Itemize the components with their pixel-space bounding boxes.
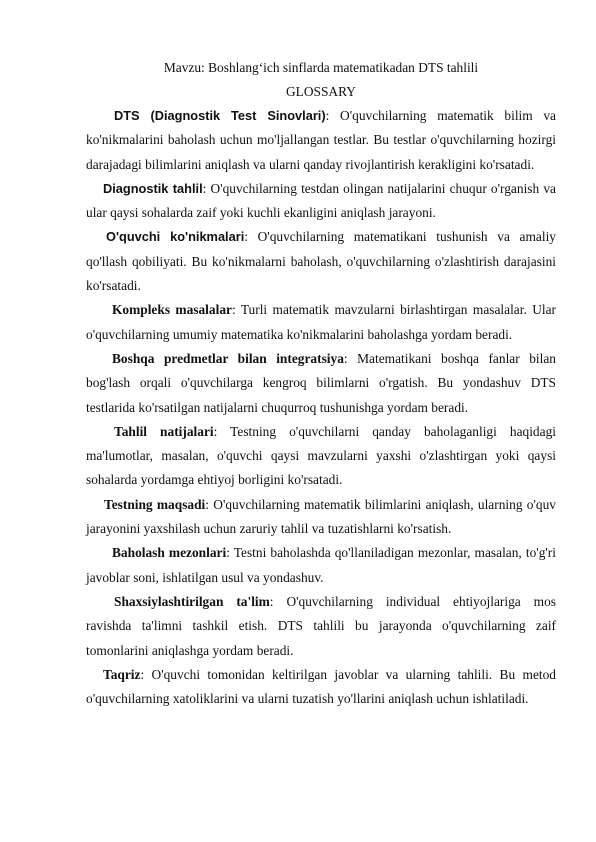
glossary-term: Testning maqsadi bbox=[104, 496, 206, 512]
document-page bbox=[86, 56, 556, 711]
glossary-definition: : Testni baholashda qo'llaniladigan mezonlar, masalan, to'g'ri javoblar soni, ishlatilgan usul va yondashuv. bbox=[86, 545, 556, 585]
glossary-term: Tahlil natijalari bbox=[114, 423, 214, 439]
glossary-term: Kompleks masalalar bbox=[112, 302, 232, 318]
glossary-heading: GLOSSARY bbox=[286, 84, 356, 99]
glossary-definition: : O'quvchilarning individual ehtiyojlariga mos ravishda ta'limni tashkil etish. DTS tahlili bu jarayonda o'quvchilarning zaif tomonlarini aniqlashga yordam beradi. bbox=[86, 593, 556, 658]
glossary-entry-taqriz bbox=[86, 663, 556, 712]
glossary-term: Diagnostik tahlil bbox=[103, 180, 203, 196]
glossary-definition: : O'quvchilarning matematikani tushunish va amaliy qo'llash qobiliyati. Bu ko'nikmalarni baholash, o'quvchilarning o'zlashtirish darajasini ko'rsatadi. bbox=[86, 229, 556, 294]
glossary-definition: : Turli matematik mavzularni birlashtirgan masalalar. Ular o'quvchilarning umumiy matematika ko'nikmalarini baholashga yordam beradi. bbox=[86, 302, 556, 342]
glossary-entry-tahlil-natijalari bbox=[86, 420, 556, 493]
glossary-entry-integratsiya bbox=[86, 347, 556, 420]
glossary-entry-oquvchi-konikmalari bbox=[86, 225, 556, 298]
document-title: Mavzu: Boshlang‘ich sinflarda matematikadan DTS tahlili bbox=[163, 60, 479, 75]
glossary-term: Shaxsiylashtirilgan ta'lim bbox=[114, 593, 270, 609]
glossary-entry-diagnostik-tahlil bbox=[86, 177, 556, 226]
glossary-term: Boshqa predmetlar bilan integratsiya bbox=[112, 350, 344, 366]
glossary-entry-kompleks-masalalar bbox=[86, 298, 556, 347]
glossary-definition: : Matematikani boshqa fanlar bilan bog'lash orqali o'quvchilarga kengroq bilimlarni o'rgatish. Bu yondashuv DTS testlarida ko'rsatilgan natijalarni chuqurroq tushunishga yordam beradi. bbox=[86, 350, 556, 415]
glossary-term: Baholash mezonlari bbox=[112, 545, 227, 561]
glossary-definition: : O'quvchi tomonidan keltirilgan javoblar va ularning tahlili. Bu metod o'quvchilarning xatoliklarini va ularni tuzatish yo'llarini aniqlash uchun ishlatiladi. bbox=[86, 666, 556, 707]
glossary-entry-shaxsiylashtirilgan-talim bbox=[86, 590, 556, 663]
glossary-term: Taqriz bbox=[103, 666, 141, 682]
glossary-definition: : O'quvchilarning matematik bilim va ko'nikmalarini baholash uchun mo'ljallangan testlar. Bu testlar o'quvchilarning hozirgi darajadagi bilimlarini aniqlash va ularni qanday rivojlantirish kerakligini ko'rsatadi. bbox=[86, 108, 556, 172]
glossary-entry-dts bbox=[86, 104, 556, 177]
glossary-definition: : O'quvchilarning matematik bilimlarini aniqlash, ularning o'quv jarayonini yaxshilash uchun zaruriy tahlil va tuzatishlarni ko'rsatish. bbox=[86, 496, 556, 537]
glossary-definition: : O'quvchilarning testdan olingan natijalarini chuqur o'rganish va ular qaysi sohalarda zaif yoki kuchli ekanligini aniqlash jarayoni. bbox=[86, 180, 556, 221]
glossary-term: O'quvchi ko'nikmalari bbox=[106, 229, 245, 245]
glossary-definition: : Testning o'quvchilarni qanday baholaganligi haqidagi ma'lumotlar, masalan, o'quvchi qaysi mavzularni yaxshi o'zlashtirgan yoki qaysi sohalarda yordamga ehtiyoj borligini ko'rsatadi. bbox=[86, 423, 556, 488]
glossary-term: DTS (Diagnostik Test Sinovlari) bbox=[114, 108, 326, 123]
glossary-entry-testning-maqsadi bbox=[86, 493, 556, 542]
glossary-entry-baholash-mezonlari bbox=[86, 541, 556, 590]
